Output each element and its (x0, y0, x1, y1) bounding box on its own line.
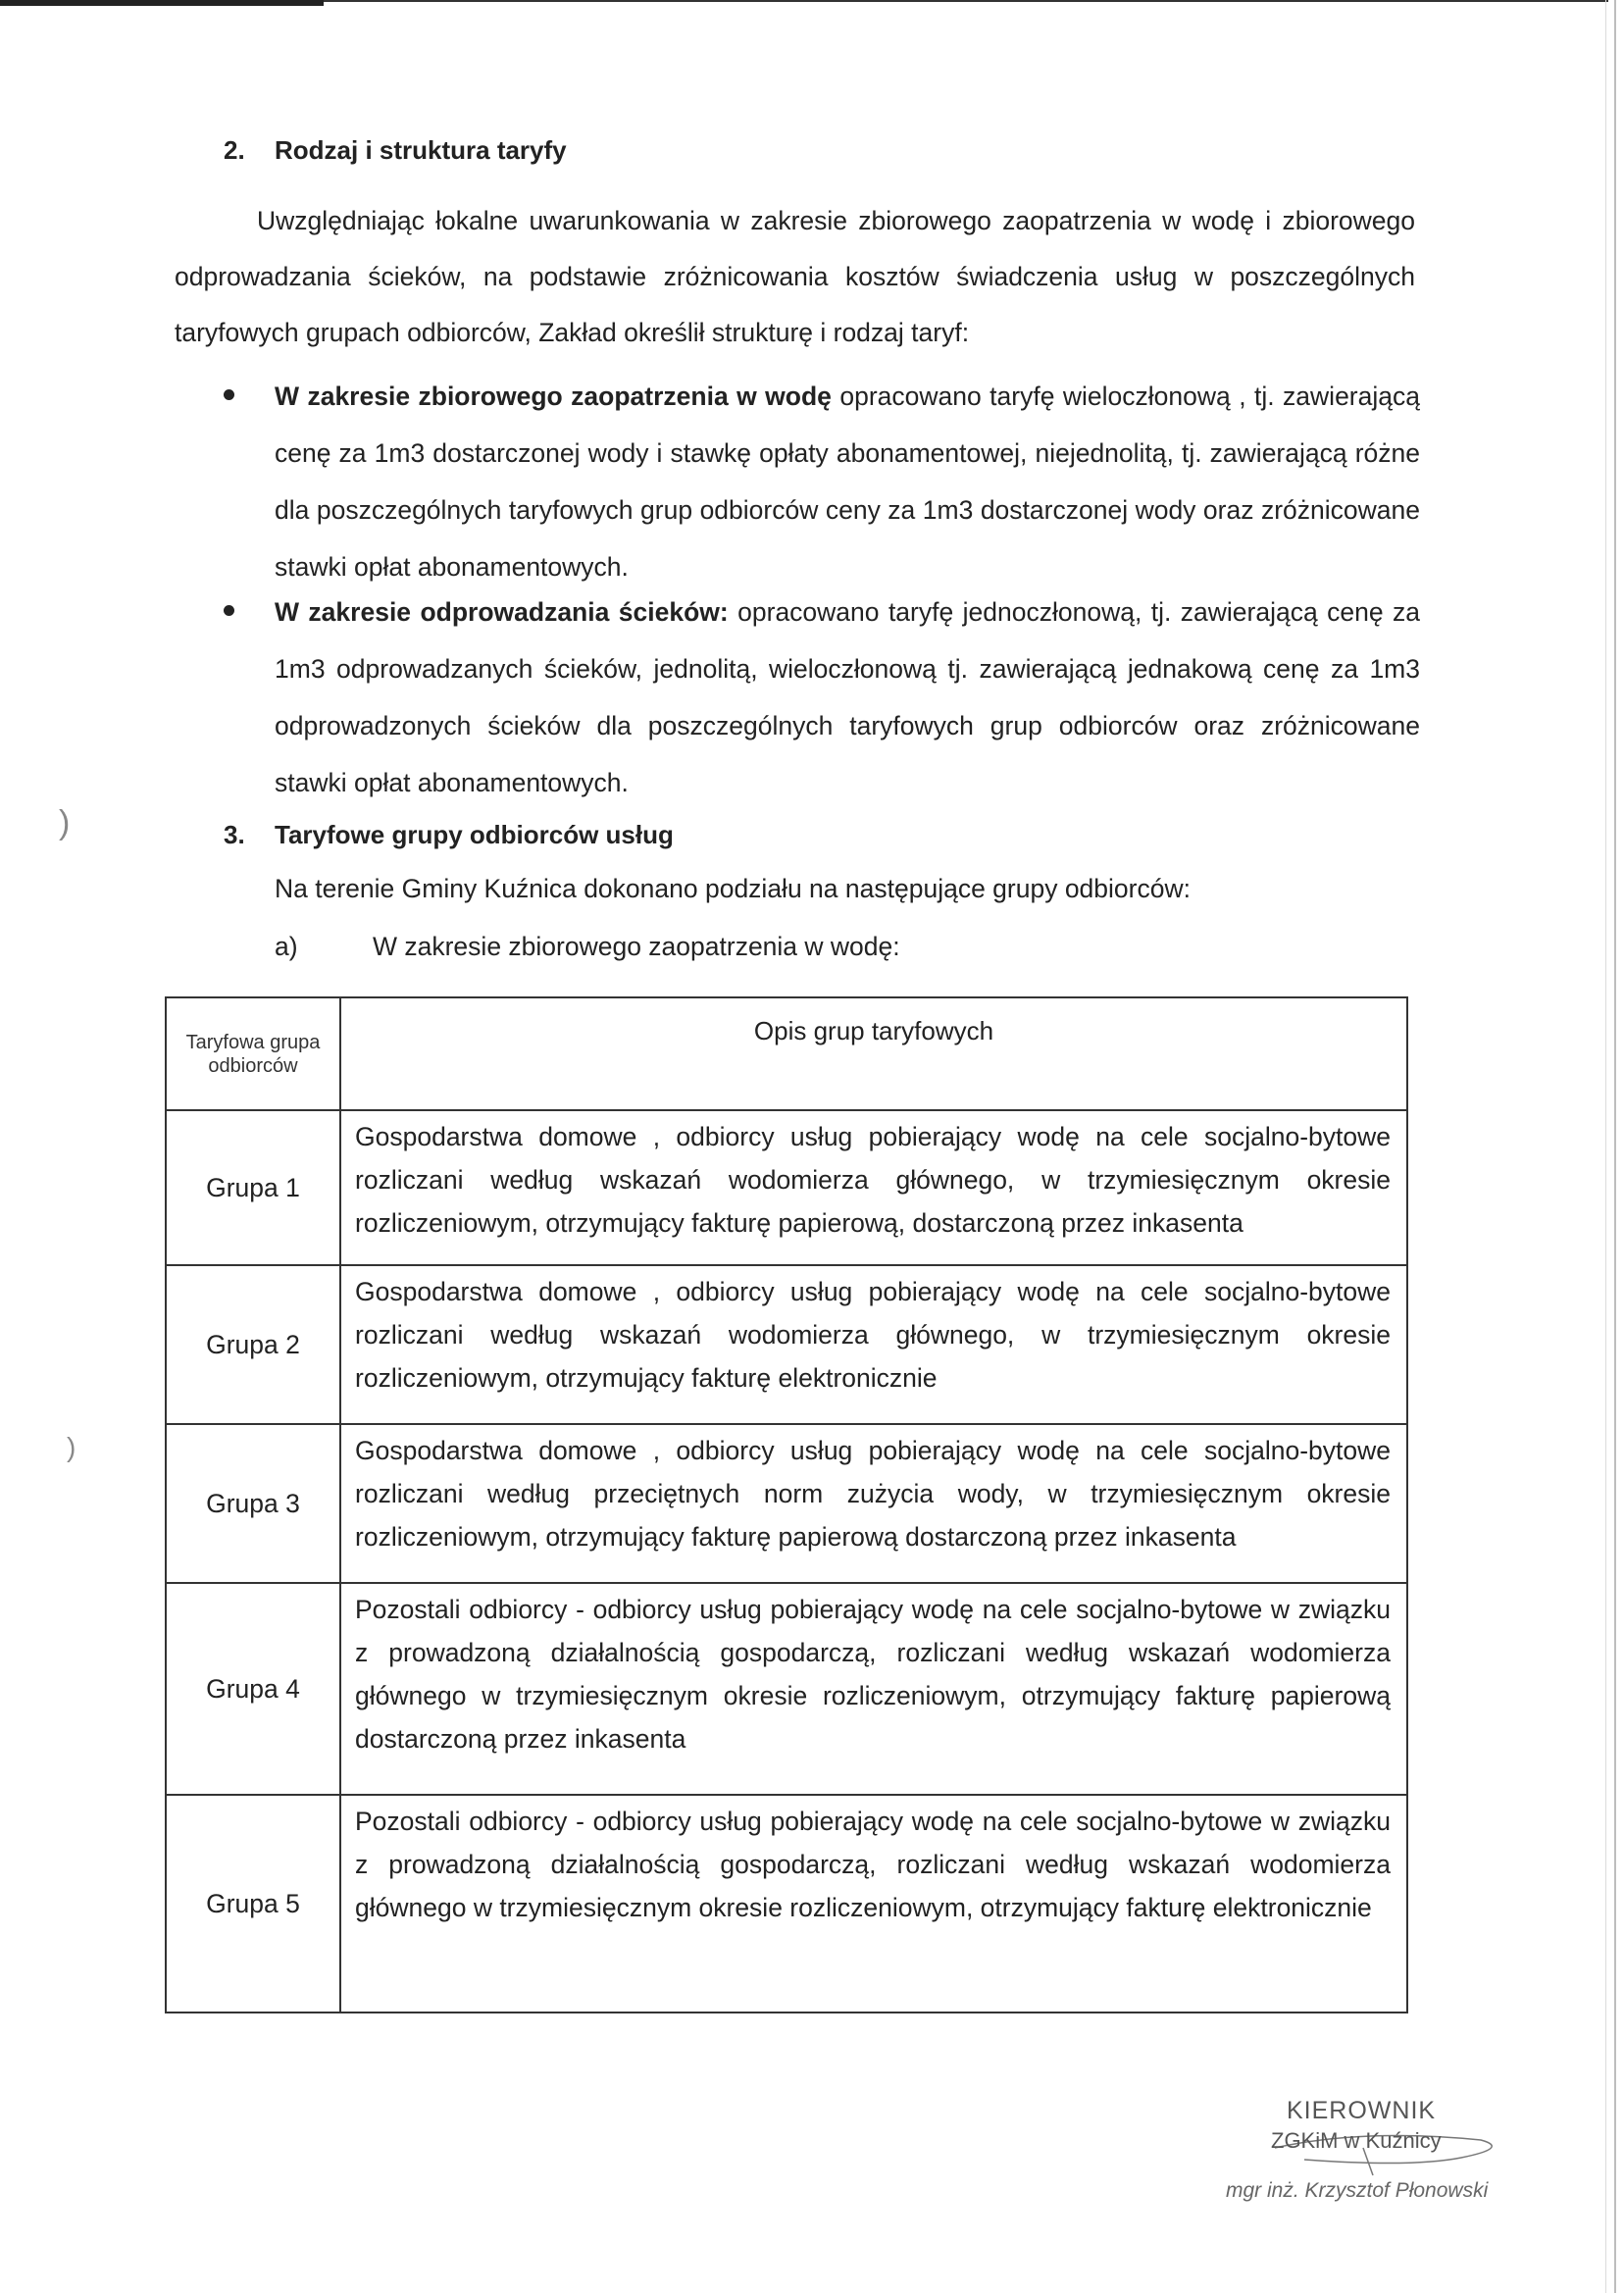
section-2-intro: Uwzględniając łokalne uwarunkowania w zakresie zbiorowego zaopatrzenia w wodę i zbiorowego odprowadzania ścieków, na podstawie zróżnicowania kosztów świadczenia usług w poszczególnych taryfowych grupach odbiorców, Zakład określił strukturę i rodzaj taryf: (175, 206, 1415, 347)
stamp-name: mgr inż. Krzysztof Płonowski (1226, 2179, 1489, 2202)
official-stamp (1216, 2089, 1530, 2217)
stamp-title: KIEROWNIK (1287, 2097, 1437, 2124)
group-name-cell: Grupa 2 (166, 1265, 340, 1424)
section-2-heading (224, 135, 567, 166)
table-row (166, 1424, 1407, 1583)
section-3-intro: Na terenie Gminy Kuźnica dokonano podziału na następujące grupy odbiorców: (275, 874, 1191, 903)
section-3-heading (224, 820, 674, 850)
bullet-icon (224, 389, 234, 400)
scan-mark: ) (59, 804, 71, 841)
group-description-cell: Pozostali odbiorcy - odbiorcy usług pobierający wodę na cele socjalno-bytowe w związku z prowadzoną działalnością gospodarczą, rozliczani według wskazań wodomierza głównego w trzymiesięcznym okresie rozliczeniowym, otrzymujący fakturę elektronicznie (340, 1795, 1407, 2013)
scan-edge-right-inner (1605, 0, 1606, 2293)
group-description-cell: Gospodarstwa domowe , odbiorcy usług pobierający wodę na cele socjalno-bytowe rozliczani według wskazań wodomierza głównego, w trzymiesięcznym okresie rozliczeniowym, otrzymujący fakturę papierową, dostarczoną przez inkasenta (340, 1110, 1407, 1265)
scan-edge-top (0, 0, 1624, 10)
bullet-text (275, 584, 1420, 811)
table-row (166, 1110, 1407, 1265)
group-description-cell: Pozostali odbiorcy - odbiorcy usług pobierający wodę na cele socjalno-bytowe w związku z prowadzoną działalnością gospodarczą, rozliczani według wskazań wodomierza głównego w trzymiesięcznym okresie rozliczeniowym, otrzymujący fakturę papierową dostarczoną przez inkasenta (340, 1583, 1407, 1795)
bullet-bold-label: W zakresie zbiorowego zaopatrzenia w wodę (275, 382, 832, 411)
group-name-cell: Grupa 5 (166, 1795, 340, 2013)
table-row (166, 1583, 1407, 1795)
bullet-text (275, 368, 1420, 595)
section-title: Taryfowe grupy odbiorców usług (275, 820, 674, 849)
section-number: 2. (224, 135, 245, 165)
section-number: 3. (224, 820, 245, 849)
table-header-group: Taryfowa grupa odbiorców (166, 997, 340, 1110)
scan-mark: ) (67, 1432, 76, 1462)
table-row (166, 1265, 1407, 1424)
group-description-cell: Gospodarstwa domowe , odbiorcy usług pobierający wodę na cele socjalno-bytowe rozliczani według wskazań wodomierza głównego, w trzymiesięcznym okresie rozliczeniowym, otrzymujący fakturę elektronicznie (340, 1265, 1407, 1424)
subsection-a-label: a) (275, 932, 298, 961)
section-title: Rodzaj i struktura taryfy (275, 135, 567, 165)
tariff-groups-table (165, 996, 1408, 2013)
group-description-cell: Gospodarstwa domowe , odbiorcy usług pobierający wodę na cele socjalno-bytowe rozliczani według przeciętnych norm zużycia wody, w trzymiesięcznym okresie rozliczeniowym, otrzymujący fakturę papierową dostarczoną przez inkasenta (340, 1424, 1407, 1583)
bullet-body: opracowano taryfę wieloczłonową , tj. zawierającą cenę za 1m3 dostarczonej wody i stawkę opłaty abonamentowej, niejednolitą, tj. zawierającą różne dla poszczególnych taryfowych grup odbiorców ceny za 1m3 dostarczonej wody oraz zróżnicowane stawki opłat abonamentowych. (275, 382, 1420, 582)
stamp-organization: ZGKiM w Kuźnicy (1271, 2128, 1442, 2153)
table-header-description: Opis grup taryfowych (340, 997, 1407, 1110)
group-name-cell: Grupa 1 (166, 1110, 340, 1265)
table-row (166, 1795, 1407, 2013)
group-name-cell: Grupa 4 (166, 1583, 340, 1795)
bullet-body: opracowano taryfę jednoczłonową, tj. zawierającą cenę za 1m3 odprowadzanych ścieków, jednolitą, wieloczłonową tj. zawierającą jednakową cenę za 1m3 odprowadzonych ścieków dla poszczególnych taryfowych grup odbiorców oraz zróżnicowane stawki opłat abonamentowych. (275, 597, 1420, 797)
bullet-bold-label: W zakresie odprowadzania ścieków: (275, 597, 729, 627)
group-name-cell: Grupa 3 (166, 1424, 340, 1583)
table-header-row (166, 997, 1407, 1110)
scan-edge-right (1614, 0, 1616, 2293)
bullet-icon (224, 605, 234, 616)
subsection-a-title: W zakresie zbiorowego zaopatrzenia w wodę: (373, 932, 900, 961)
